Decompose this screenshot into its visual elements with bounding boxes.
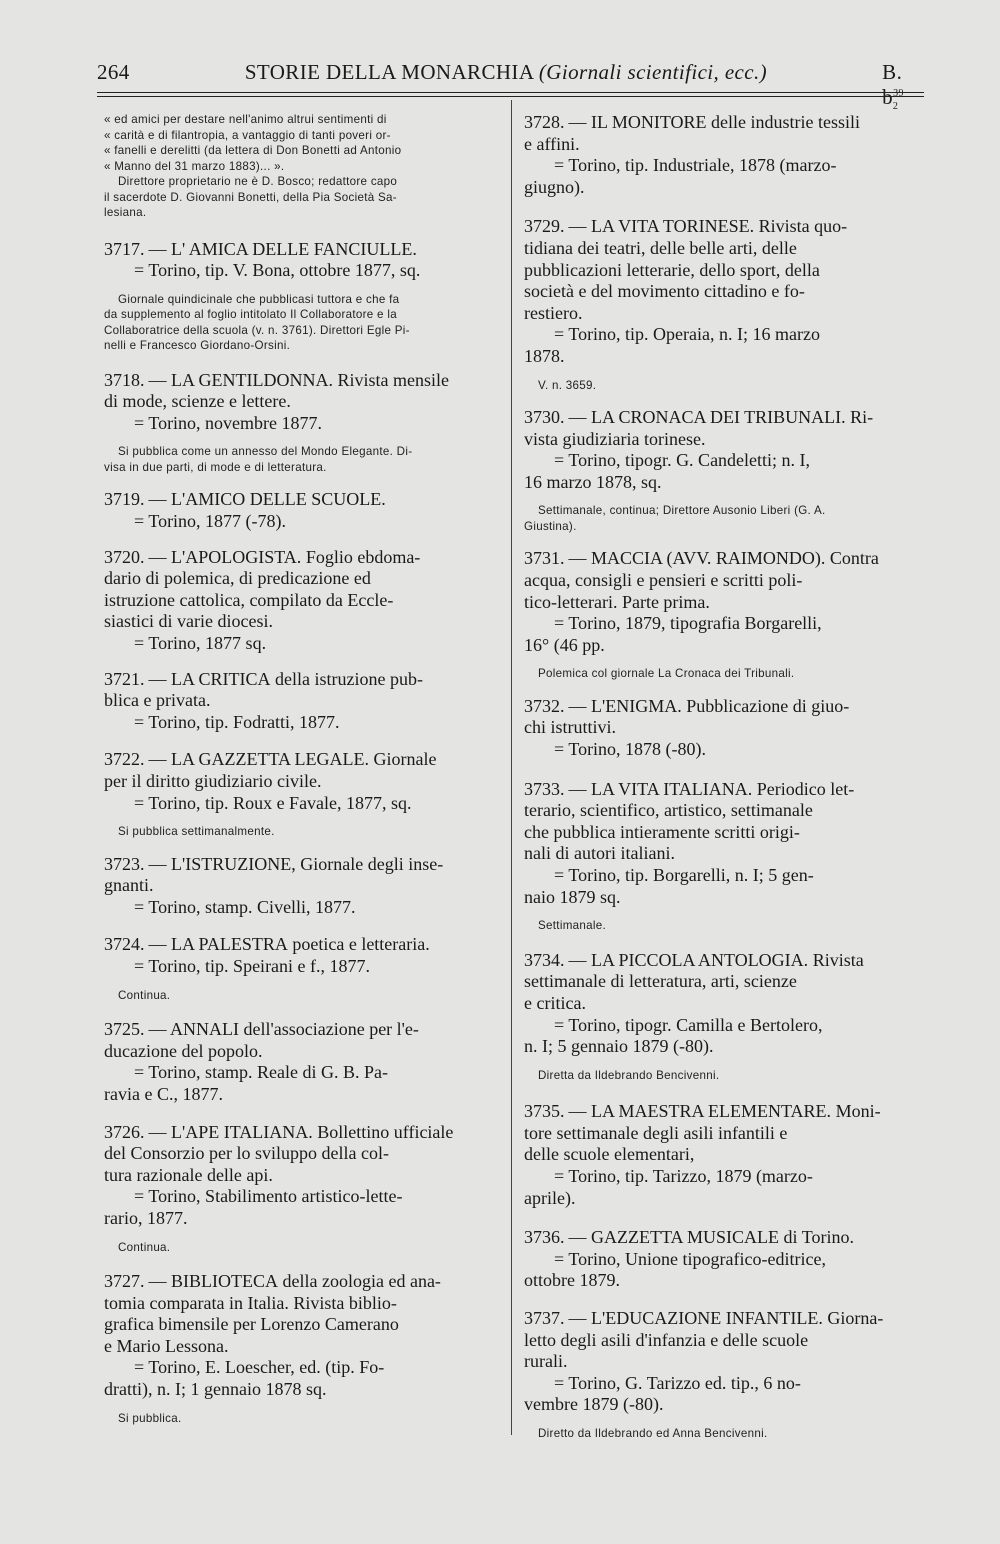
catalog-entry: [104, 239, 502, 354]
entry-imprint-line: 1878.: [524, 345, 565, 366]
entry-heading: [524, 1101, 928, 1123]
entry-title: — LA CRONACA DEI TRIBUNALI.: [568, 407, 846, 428]
catalog-entry: [524, 950, 928, 1083]
entry-imprint-line: n. I; 5 gennaio 1879 (-80).: [524, 1036, 714, 1057]
entry-heading: [104, 749, 502, 771]
continued-note-line: « fanelli e derelitti (da lettera di Don Bonetti ad Antonio: [104, 144, 402, 157]
entry-imprint-line: vembre 1879 (-80).: [524, 1394, 664, 1415]
catalog-entry: [524, 696, 928, 761]
catalog-entry: [104, 370, 502, 476]
entry-heading: [104, 239, 502, 261]
entry-description-line: Pubblicazione di giuo-: [686, 695, 850, 716]
entry-note-line: Settimanale, continua; Direttore Ausonio Liberi (G. A.: [538, 504, 826, 518]
signature-subscript: 2: [892, 101, 899, 113]
entry-imprint-line: = Torino, stamp. Reale di G. B. Pa-: [134, 1062, 389, 1083]
entry-heading: [104, 370, 502, 392]
entry-note: [524, 1068, 928, 1084]
entry-description-line: Moni-: [835, 1101, 881, 1122]
entry-description-line: Rivista: [812, 949, 864, 970]
continued-note: [104, 112, 502, 221]
entry-imprint-line: = Torino, tipogr. G. Candeletti; n. I,: [554, 450, 811, 471]
entry-heading: [524, 1227, 928, 1249]
entry-title: — L'APOLOGISTA.: [148, 546, 302, 567]
entry-description-line: terario, scientifico, artistico, settimanale: [524, 800, 813, 821]
entry-note: [104, 1411, 502, 1427]
continued-note-line: « ed amici per destare nell'animo altrui sentimenti di: [104, 113, 387, 126]
entry-description-line: rurali.: [524, 1351, 568, 1372]
entry-note-line: Si pubblica settimanalmente.: [118, 825, 275, 839]
entry-number: 3730.: [524, 407, 565, 428]
entry-description-line: Periodico let-: [756, 778, 855, 799]
entry-description-line: delle industrie tessili: [711, 112, 860, 132]
catalog-entry: [104, 1019, 502, 1105]
entry-note: [104, 444, 502, 475]
entry-imprint-line: dratti), n. I; 1 gennaio 1878 sq.: [104, 1378, 327, 1399]
entry-heading: [524, 950, 928, 972]
catalog-entry: [524, 216, 928, 393]
entry-title: — GAZZETTA MUSICALE: [568, 1227, 780, 1248]
entry-imprint-line: = Torino, 1877 (-78).: [134, 511, 287, 532]
entry-imprint-line: = Torino, tip. Speirani e f., 1877.: [134, 956, 371, 977]
entry-heading: [524, 1308, 928, 1330]
entry-title: — LA CRITICA: [148, 668, 271, 689]
entry-imprint-line: = Torino, novembre 1877.: [134, 412, 323, 433]
catalog-entry: [104, 669, 502, 734]
entry-number: 3726.: [104, 1121, 145, 1142]
entry-title: — LA VITA TORINESE.: [568, 216, 755, 237]
entry-imprint-line: = Torino, tip. V. Bona, ottobre 1877, sq.: [134, 260, 421, 281]
entry-description-line: poetica e letteraria.: [292, 934, 430, 955]
entry-number: 3736.: [524, 1227, 565, 1248]
entry-imprint-line: = Torino, E. Loescher, ed. (tip. Fo-: [134, 1357, 385, 1378]
entry-imprint-line: = Torino, Unione tipografico-editrice,: [554, 1248, 826, 1269]
right-column: [524, 112, 928, 1457]
entry-heading: [524, 112, 928, 134]
entry-note-line: Diretta da Ildebrando Bencivenni.: [538, 1068, 720, 1082]
entry-description-line: Rivista mensile: [337, 369, 449, 390]
entry-title: — L'ISTRUZIONE,: [148, 853, 296, 874]
entry-imprint-line: = Torino, tip. Operaia, n. I; 16 marzo: [554, 324, 820, 345]
entry-note-line: visa in due parti, di mode e di letteratura.: [104, 460, 327, 474]
signature-mark: [882, 60, 924, 112]
catalog-entry: [524, 548, 928, 681]
entry-description-line: acqua, consigli e pensieri e scritti poli-: [524, 570, 803, 590]
entry-imprint-line: 16° (46 pp.: [524, 634, 605, 655]
entry-title: — LA VITA ITALIANA.: [568, 778, 753, 799]
entry-note-line: da supplemento al foglio intitolato Il Collaboratore e la: [104, 308, 397, 322]
page-number: 264: [97, 60, 130, 84]
entry-number: 3731.: [524, 548, 565, 569]
catalog-entry: [524, 1308, 928, 1441]
entry-heading: [104, 934, 502, 956]
entry-note-line: nelli e Francesco Giordano-Orsini.: [104, 339, 291, 353]
entry-imprint-line: = Torino, tip. Fodratti, 1877.: [134, 711, 340, 732]
entry-description-line: vista giudiziaria torinese.: [524, 428, 706, 449]
entry-heading: [104, 547, 502, 569]
entry-imprint-line: = Torino, tip. Borgarelli, n. I; 5 gen-: [554, 865, 814, 886]
entry-number: 3733.: [524, 778, 565, 799]
entry-number: 3737.: [524, 1307, 565, 1328]
entry-title: — LA MAESTRA ELEMENTARE.: [568, 1101, 832, 1122]
signature-letter: B. b: [882, 60, 903, 109]
entry-description-line: istruzione cattolica, compilato da Eccle-: [104, 589, 394, 610]
entry-note-line: Polemica col giornale La Cronaca dei Tribunali.: [538, 667, 795, 681]
entry-number: 3732.: [524, 695, 565, 716]
entry-imprint-line: = Torino, stamp. Civelli, 1877.: [134, 896, 356, 917]
running-title-italic: (Giornali scientifici, ecc.): [538, 60, 768, 84]
entry-description-line: del Consorzio per lo sviluppo della col-: [104, 1143, 389, 1164]
entry-title: — BIBLIOTECA: [148, 1271, 278, 1291]
entry-description-line: ducazione del popolo.: [104, 1040, 263, 1061]
entry-description-line: società e del movimento cittadino e fo-: [524, 281, 805, 302]
entry-number: 3717.: [104, 238, 145, 259]
entry-description-line: siastici di varie diocesi.: [104, 611, 273, 632]
entry-description-line: tura razionale delle api.: [104, 1164, 273, 1185]
running-header: [97, 60, 924, 113]
entry-number: 3735.: [524, 1101, 565, 1122]
entry-imprint-line: = Torino, Stabilimento artistico-lette-: [134, 1186, 403, 1207]
entry-number: 3724.: [104, 934, 145, 955]
entry-description-line: dario di polemica, di predicazione ed: [104, 568, 371, 589]
entry-note: [104, 988, 502, 1004]
continued-note-line: lesiana.: [104, 206, 147, 219]
entry-number: 3722.: [104, 749, 145, 770]
entry-imprint-line: ottobre 1879.: [524, 1270, 620, 1291]
header-rule-top: [97, 92, 924, 93]
entry-description-line: Giornale degli inse-: [300, 853, 444, 874]
catalog-entry: [524, 407, 928, 534]
entry-note: [524, 918, 928, 934]
entry-note-line: Giustina).: [524, 519, 577, 533]
entry-description-line: Foglio ebdoma-: [305, 546, 421, 567]
entry-note: [104, 292, 502, 354]
entry-description-line: dell'associazione per l'e-: [243, 1019, 419, 1040]
entry-description-line: e critica.: [524, 992, 586, 1013]
entry-description-line: che pubblica intieramente scritti origi-: [524, 821, 800, 842]
entry-note: [524, 503, 928, 534]
entry-heading: [524, 407, 928, 429]
entry-note: [524, 1426, 928, 1442]
entry-description-line: di mode, scienze e lettere.: [104, 391, 291, 412]
entry-note-line: Continua.: [118, 1240, 171, 1254]
entry-number: 3725.: [104, 1019, 145, 1040]
entry-note-line: V. n. 3659.: [538, 378, 597, 392]
column-divider: [511, 100, 512, 1435]
continued-note-line: il sacerdote D. Giovanni Bonetti, della Pia Società Sa-: [104, 190, 397, 204]
entry-description-line: nali di autori italiani.: [524, 843, 675, 864]
entry-note-line: Si pubblica.: [118, 1411, 182, 1425]
entry-note-line: Giornale quindicinale che pubblicasi tuttora e che fa: [118, 292, 400, 306]
entry-heading: [104, 489, 502, 511]
catalog-entry: [104, 854, 502, 919]
entry-description-line: blica e privata.: [104, 690, 211, 711]
entry-description-line: grafica bimensile per Lorenzo Camerano: [104, 1314, 399, 1335]
entry-number: 3727.: [104, 1271, 145, 1291]
entry-heading: [524, 216, 928, 238]
catalog-entry: [104, 749, 502, 839]
running-title-roman: STORIE DELLA MONARCHIA: [244, 60, 534, 84]
entry-description-line: Contra: [829, 548, 879, 569]
entry-description-line: e affini.: [524, 133, 580, 154]
entry-imprint-line: rario, 1877.: [104, 1207, 188, 1228]
entry-description-line: della zoologia ed ana-: [282, 1271, 441, 1291]
running-title: [245, 60, 767, 85]
entry-title: — LA PICCOLA ANTOLOGIA.: [568, 949, 809, 970]
entry-heading: [104, 669, 502, 691]
entry-description-line: di Torino.: [783, 1227, 854, 1248]
entry-imprint-line: = Torino, G. Tarizzo ed. tip., 6 no-: [554, 1372, 801, 1393]
continued-note-line: Direttore proprietario ne è D. Bosco; redattore capo: [118, 175, 398, 188]
entry-description-line: delle scuole elementari,: [524, 1144, 695, 1165]
entry-number: 3734.: [524, 949, 565, 970]
entry-title: — ANNALI: [148, 1019, 239, 1040]
entry-note-line: Si pubblica come un annesso del Mondo Elegante. Di-: [118, 445, 413, 459]
entry-imprint-line: = Torino, tip. Industriale, 1878 (marzo-: [554, 155, 837, 176]
entry-description-line: chi istruttivi.: [524, 717, 616, 738]
entry-heading: [104, 1019, 502, 1041]
entry-imprint-line: = Torino, tip. Tarizzo, 1879 (marzo-: [554, 1165, 813, 1186]
entry-imprint-line: = Torino, tipogr. Camilla e Bertolero,: [554, 1014, 823, 1035]
entry-heading: [524, 548, 928, 570]
entry-description-line: Ri-: [850, 407, 874, 428]
catalog-entry: [104, 1122, 502, 1255]
entry-note: [104, 824, 502, 840]
catalog-entry: [104, 489, 502, 532]
entry-description-line: e Mario Lessona.: [104, 1335, 229, 1356]
entry-imprint-line: = Torino, 1879, tipografia Borgarelli,: [554, 613, 822, 634]
entry-description-line: Giornale: [373, 749, 437, 770]
entry-heading: [104, 1122, 502, 1144]
catalog-entry: [524, 1227, 928, 1292]
entry-imprint-line: 16 marzo 1878, sq.: [524, 471, 662, 492]
entry-description-line: Giorna-: [827, 1307, 884, 1328]
entry-title: — MACCIA (AVV. RAIMONDO).: [568, 548, 826, 569]
entry-description-line: per il diritto giudiziario civile.: [104, 771, 322, 791]
entry-imprint-line: ravia e C., 1877.: [104, 1083, 223, 1104]
entry-note-line: Settimanale.: [538, 919, 607, 933]
entry-description-line: della istruzione pub-: [275, 668, 423, 689]
entry-description-line: pubblicazioni letterarie, dello sport, della: [524, 259, 820, 280]
entry-description-line: restiero.: [524, 302, 583, 323]
catalog-entry: [524, 112, 928, 198]
entry-imprint-line: giugno).: [524, 176, 585, 197]
entry-number: 3728.: [524, 112, 565, 132]
entry-note: [104, 1240, 502, 1256]
entry-description-line: tico-letterari. Parte prima.: [524, 591, 710, 612]
entry-description-line: Rivista quo-: [758, 216, 848, 237]
entry-description-line: tore settimanale degli asili infantili e: [524, 1122, 788, 1143]
entry-note-line: Continua.: [118, 988, 171, 1002]
signature-superscript: 39: [893, 88, 904, 99]
catalog-entry: [524, 779, 928, 934]
entry-title: — IL MONITORE: [568, 112, 707, 132]
entry-number: 3721.: [104, 668, 145, 689]
entry-title: — L'AMICO DELLE SCUOLE.: [148, 489, 386, 510]
entry-imprint-line: = Torino, 1878 (-80).: [554, 739, 707, 760]
entry-title: — LA PALESTRA: [148, 934, 288, 955]
entry-description-line: Bollettino ufficiale: [317, 1121, 454, 1142]
catalog-entry: [524, 1101, 928, 1209]
entry-title: — L' AMICA DELLE FANCIULLE.: [148, 238, 417, 259]
catalog-entry: [104, 1271, 502, 1426]
entry-title: — LA GENTILDONNA.: [148, 369, 333, 390]
entry-description-line: settimanale di letteratura, arti, scienze: [524, 971, 797, 992]
entry-description-line: letto degli asili d'infanzia e delle scuole: [524, 1329, 809, 1350]
entry-heading: [104, 1271, 502, 1293]
catalog-entry: [104, 934, 502, 1003]
entry-title: — L'ENIGMA.: [568, 695, 682, 716]
entry-note: [524, 378, 928, 394]
entry-title: — LA GAZZETTA LEGALE.: [148, 749, 370, 770]
entry-imprint-line: = Torino, 1877 sq.: [134, 633, 267, 654]
entry-number: 3720.: [104, 546, 145, 567]
entry-description-line: tomia comparata in Italia. Rivista biblio-: [104, 1292, 397, 1313]
entry-note: [524, 666, 928, 682]
catalog-entry: [104, 547, 502, 655]
entry-heading: [104, 854, 502, 876]
entry-number: 3729.: [524, 216, 565, 237]
entry-description-line: gnanti.: [104, 875, 154, 896]
entry-number: 3718.: [104, 369, 145, 390]
entry-number: 3723.: [104, 853, 145, 874]
continued-note-line: « Manno del 31 marzo 1883)... ».: [104, 159, 285, 173]
entry-number: 3719.: [104, 489, 145, 510]
entry-imprint-line: aprile).: [524, 1187, 576, 1208]
left-column: [104, 112, 502, 1440]
entry-description-line: tidiana dei teatri, delle belle arti, delle: [524, 237, 797, 258]
entry-heading: [524, 696, 928, 718]
entry-title: — L'EDUCAZIONE INFANTILE.: [568, 1307, 823, 1328]
entry-note-line: Diretto da Ildebrando ed Anna Bencivenni.: [538, 1426, 768, 1440]
entry-title: — L'APE ITALIANA.: [148, 1121, 313, 1142]
entry-note-line: Collaboratrice della scuola (v. n. 3761). Direttori Egle Pi-: [104, 323, 410, 337]
entry-heading: [524, 779, 928, 801]
entry-imprint-line: = Torino, tip. Roux e Favale, 1877, sq.: [134, 792, 412, 813]
entry-imprint-line: naio 1879 sq.: [524, 886, 621, 907]
continued-note-line: « carità e di filantropia, a vantaggio di tanti poveri or-: [104, 128, 391, 142]
header-rule-bottom: [97, 96, 924, 97]
